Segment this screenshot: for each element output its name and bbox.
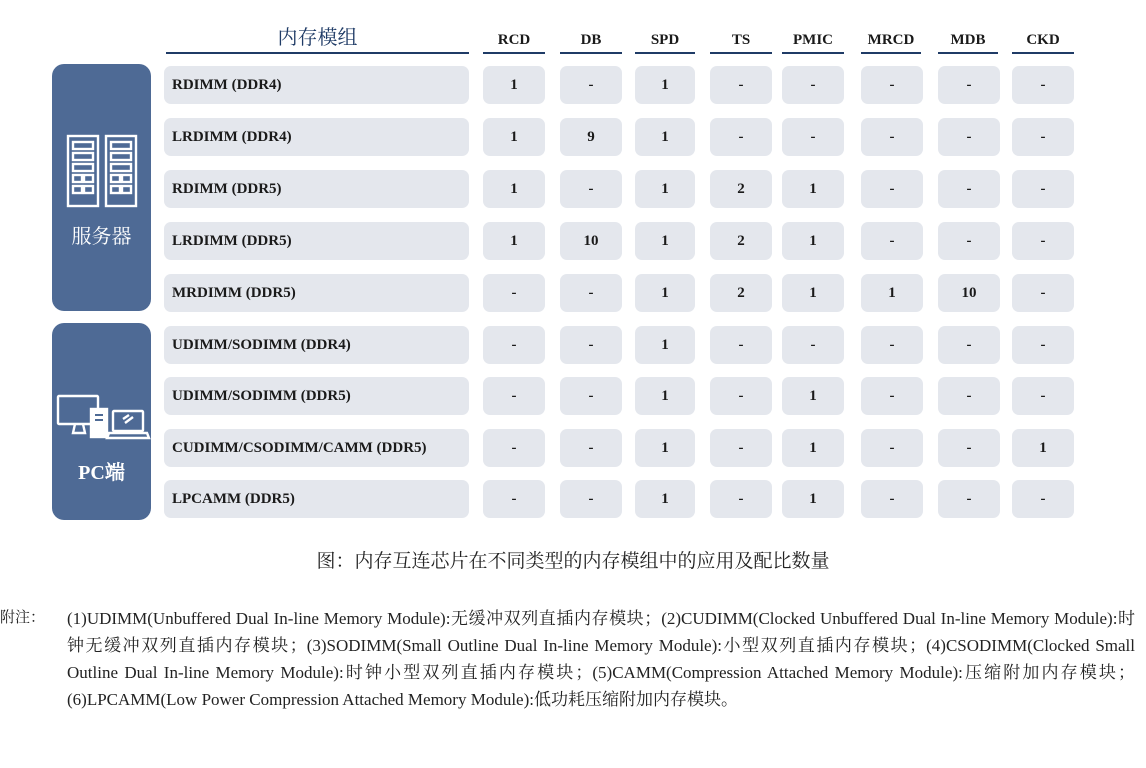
value-cell-ts: - (710, 480, 772, 518)
column-header-mrcd: MRCD (861, 28, 921, 54)
server-group-panel (52, 64, 151, 311)
value-cell-db: - (560, 429, 622, 467)
value-cell-pmic: 1 (782, 377, 844, 415)
value-cell-db: - (560, 480, 622, 518)
value-cell-pmic: 1 (782, 429, 844, 467)
column-header-rcd: RCD (483, 28, 545, 54)
value-cell-db: - (560, 326, 622, 364)
value-cell-mrcd: - (861, 118, 923, 156)
value-cell-mrcd: - (861, 66, 923, 104)
value-cell-rcd: - (483, 429, 545, 467)
server-group-label: 服务器 (71, 224, 132, 248)
value-cell-spd: 1 (635, 170, 695, 208)
value-cell-db: - (560, 170, 622, 208)
value-cell-ts: 2 (710, 222, 772, 260)
value-cell-db: - (560, 66, 622, 104)
pc-group-label: PC端 (78, 462, 125, 484)
value-cell-pmic: - (782, 66, 844, 104)
value-cell-pmic: - (782, 118, 844, 156)
value-cell-mdb: - (938, 326, 1000, 364)
value-cell-mdb: - (938, 118, 1000, 156)
value-cell-mrcd: - (861, 480, 923, 518)
value-cell-pmic: 1 (782, 274, 844, 312)
figure-caption: 图：内存互连芯片在不同类型的内存模组中的应用及配比数量 (316, 550, 830, 572)
value-cell-rcd: - (483, 377, 545, 415)
value-cell-ckd: - (1012, 118, 1074, 156)
value-cell-ckd: - (1012, 170, 1074, 208)
value-cell-rcd: - (483, 274, 545, 312)
value-cell-spd: 1 (635, 429, 695, 467)
column-header-mdb: MDB (938, 28, 998, 54)
value-cell-ts: - (710, 66, 772, 104)
value-cell-mrcd: - (861, 222, 923, 260)
value-cell-rcd: 1 (483, 222, 545, 260)
module-name-cell: LPCAMM (DDR5) (164, 480, 469, 518)
value-cell-rcd: 1 (483, 170, 545, 208)
module-name-cell: MRDIMM (DDR5) (164, 274, 469, 312)
value-cell-spd: 1 (635, 480, 695, 518)
value-cell-ckd: - (1012, 66, 1074, 104)
value-cell-ckd: - (1012, 222, 1074, 260)
value-cell-spd: 1 (635, 222, 695, 260)
value-cell-rcd: 1 (483, 118, 545, 156)
value-cell-db: - (560, 274, 622, 312)
value-cell-pmic: 1 (782, 480, 844, 518)
value-cell-spd: 1 (635, 66, 695, 104)
value-cell-pmic: - (782, 326, 844, 364)
value-cell-ckd: - (1012, 480, 1074, 518)
pc-group-panel (52, 323, 151, 520)
value-cell-mrcd: 1 (861, 274, 923, 312)
value-cell-pmic: 1 (782, 170, 844, 208)
value-cell-spd: 1 (635, 118, 695, 156)
value-cell-ts: - (710, 429, 772, 467)
column-header-spd: SPD (635, 28, 695, 54)
column-header-db: DB (560, 28, 622, 54)
value-cell-ckd: - (1012, 326, 1074, 364)
value-cell-ts: - (710, 326, 772, 364)
value-cell-rcd: - (483, 480, 545, 518)
column-header-ckd: CKD (1012, 28, 1074, 54)
value-cell-mdb: - (938, 170, 1000, 208)
value-cell-mrcd: - (861, 377, 923, 415)
value-cell-db: 10 (560, 222, 622, 260)
desktop-laptop-icon (55, 393, 151, 443)
module-name-cell: UDIMM/SODIMM (DDR4) (164, 326, 469, 364)
server-rack-icon (66, 134, 138, 210)
value-cell-mdb: - (938, 429, 1000, 467)
value-cell-mdb: 10 (938, 274, 1000, 312)
value-cell-db: - (560, 377, 622, 415)
value-cell-ts: 2 (710, 274, 772, 312)
module-name-cell: UDIMM/SODIMM (DDR5) (164, 377, 469, 415)
value-cell-db: 9 (560, 118, 622, 156)
value-cell-ts: - (710, 118, 772, 156)
notes-text: (1)UDIMM(Unbuffered Dual In-line Memory Module):无缓冲双列直插内存模块；(2)CUDIMM(Clocked Unbuffered Dual In-line Memory Module):时钟无缓冲双列直插内存模块；(3)SODIMM(Small Outline Dual In-line Memory Module):小型双列直插内存模块；(4)CSODIMM(Clocked Small Outline Dual In-line Memory Module):时钟小型双列直插内存模块；(5)CAMM(Compression Attached Memory Module):压缩附加内存模块；(6)LPCAMM(Low Power Compression Attached Memory Module):低功耗压缩附加内存模块。 (67, 609, 1135, 709)
module-name-cell: CUDIMM/CSODIMM/CAMM (DDR5) (164, 429, 469, 467)
value-cell-mdb: - (938, 222, 1000, 260)
value-cell-spd: 1 (635, 274, 695, 312)
value-cell-ckd: - (1012, 274, 1074, 312)
value-cell-mrcd: - (861, 429, 923, 467)
value-cell-pmic: 1 (782, 222, 844, 260)
module-name-cell: LRDIMM (DDR4) (164, 118, 469, 156)
value-cell-mdb: - (938, 377, 1000, 415)
column-header-pmic: PMIC (782, 28, 844, 54)
value-cell-ts: - (710, 377, 772, 415)
module-name-cell: RDIMM (DDR5) (164, 170, 469, 208)
module-column-header: 内存模组 (166, 18, 469, 54)
value-cell-mdb: - (938, 480, 1000, 518)
value-cell-ts: 2 (710, 170, 772, 208)
module-name-cell: RDIMM (DDR4) (164, 66, 469, 104)
module-name-cell: LRDIMM (DDR5) (164, 222, 469, 260)
notes-label: 附注： (0, 608, 46, 626)
column-header-ts: TS (710, 28, 772, 54)
value-cell-mrcd: - (861, 170, 923, 208)
value-cell-ckd: 1 (1012, 429, 1074, 467)
value-cell-mdb: - (938, 66, 1000, 104)
value-cell-rcd: - (483, 326, 545, 364)
value-cell-mrcd: - (861, 326, 923, 364)
value-cell-spd: 1 (635, 326, 695, 364)
value-cell-ckd: - (1012, 377, 1074, 415)
value-cell-rcd: 1 (483, 66, 545, 104)
value-cell-spd: 1 (635, 377, 695, 415)
